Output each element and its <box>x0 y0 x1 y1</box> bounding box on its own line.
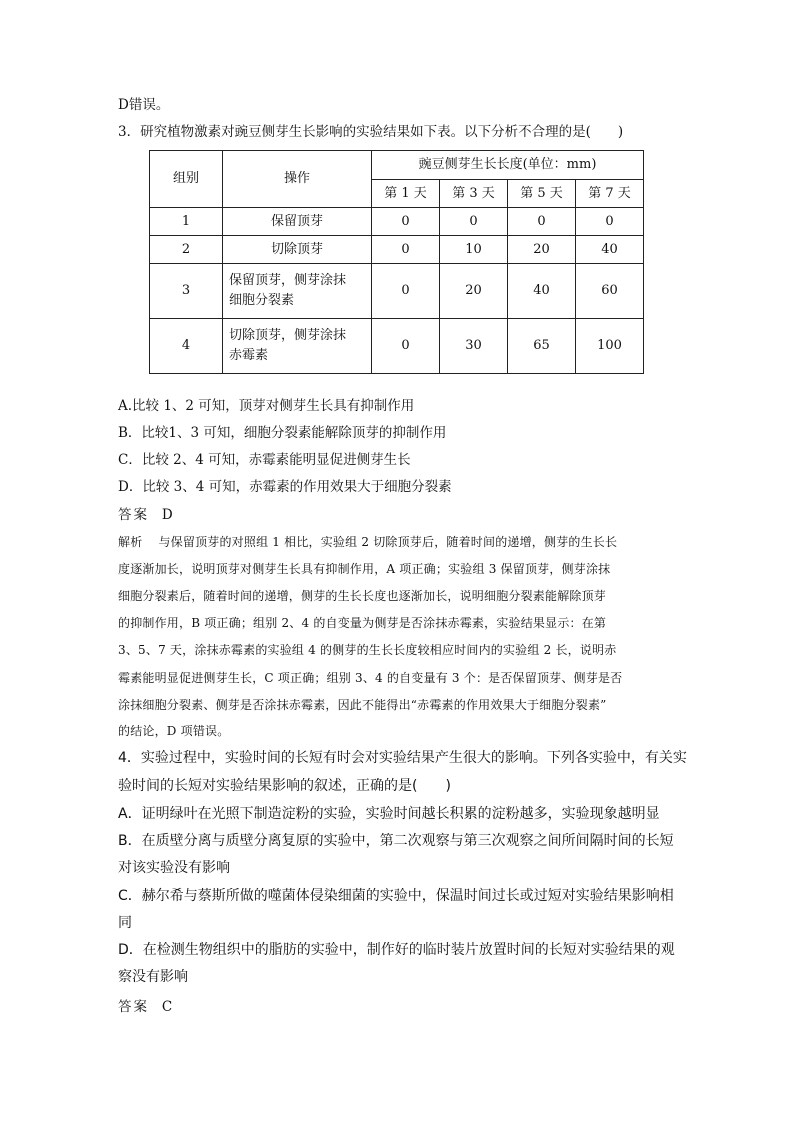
option-c: C．比较 2、4 可知，赤霉素能明显促进侧芽生长 <box>118 452 411 468</box>
cell-value: 30 <box>440 319 508 374</box>
q4-option-d: D．在检测生物组织中的脂肪的实验中，制作好的临时装片放置时间的长短对实验结果的观 <box>118 942 675 958</box>
question-3-stem: 3．研究植物激素对豌豆侧芽生长影响的实验结果如下表。以下分析不合理的是( ) <box>118 124 624 140</box>
header-length: 豌豆侧芽生长长度(单位：mm) <box>372 151 644 180</box>
table-row <box>150 208 644 236</box>
q4-option-d: 察没有影响 <box>118 969 188 985</box>
q4-option-b: B．在质壁分离与质壁分离复原的实验中，第二次观察与第三次观察之间所间隔时间的长短 <box>118 833 674 849</box>
cell-value: 40 <box>508 264 576 319</box>
cell-operation <box>223 264 372 319</box>
cell-group: 3 <box>150 264 223 319</box>
explanation-line: 涂抹细胞分裂素、侧芽是否涂抹赤霉素，因此不能得出“赤霉素的作用效果大于细胞分裂素” <box>118 698 607 712</box>
table-row <box>150 236 644 264</box>
q4-option-a: A．证明绿叶在光照下制造淀粉的实验，实验时间越长积累的淀粉越多，实验现象越明显 <box>118 806 660 822</box>
option-d: D．比较 3、4 可知，赤霉素的作用效果大于细胞分裂素 <box>118 479 452 495</box>
results-table <box>149 150 644 374</box>
answer-value: C <box>161 999 173 1015</box>
answer-value: D <box>161 507 173 523</box>
explanation-line <box>118 533 617 551</box>
answer-label: 答案 <box>118 999 149 1015</box>
cell-group: 4 <box>150 319 223 374</box>
header-day: 第 3 天 <box>440 180 508 208</box>
cell-value: 0 <box>440 208 508 236</box>
q4-option-c: C．赫尔希与蔡斯所做的噬菌体侵染细菌的实验中，保温时间过长或过短对实验结果影响相 <box>118 888 674 904</box>
header-operation: 操作 <box>223 151 372 208</box>
cell-value: 60 <box>576 264 644 319</box>
answer-label: 答案 <box>118 507 149 523</box>
explanation-line: 3、5、7 天，涂抹赤霉素的实验组 4 的侧芽的生长长度较相应时间内的实验组 2 长，说明赤 <box>118 643 617 657</box>
cell-value: 20 <box>508 236 576 264</box>
cell-operation: 保留顶芽 <box>223 208 372 236</box>
cell-operation: 切除顶芽 <box>223 236 372 264</box>
cell-value: 10 <box>440 236 508 264</box>
answer-row <box>118 506 173 524</box>
cell-value: 0 <box>372 264 440 319</box>
question-4-stem: 验时间的长短对实验结果影响的叙述，正确的是( ) <box>118 778 451 794</box>
cell-value: 20 <box>440 264 508 319</box>
cell-operation-line: 赤霉素 <box>229 348 269 363</box>
explanation-text: 与保留顶芽的对照组 1 相比，实验组 2 切除顶芽后，随着时间的递增，侧芽的生长长 <box>158 535 618 549</box>
header-day: 第 1 天 <box>372 180 440 208</box>
explanation-line: 度逐渐加长，说明顶芽对侧芽生长具有抑制作用，A 项正确；实验组 3 保留顶芽，侧芽涂抹 <box>118 562 611 576</box>
cell-value: 100 <box>576 319 644 374</box>
cell-value: 0 <box>372 208 440 236</box>
cell-value: 0 <box>508 208 576 236</box>
cell-value: 65 <box>508 319 576 374</box>
explanation-line: 霉素能明显促进侧芽生长，C 项正确；组别 3、4 的自变量有 3 个：是否保留顶芽、侧芽是否 <box>118 671 623 685</box>
explanation-line: 的抑制作用，B 项正确；组别 2、4 的自变量为侧芽是否涂抹赤霉素，实验结果显示：在第 <box>118 616 607 630</box>
header-day: 第 7 天 <box>576 180 644 208</box>
table-row <box>150 264 644 319</box>
explanation-line: 细胞分裂素后，随着时间的递增，侧芽的生长长度也逐渐加长，说明细胞分裂素能解除顶芽 <box>118 589 607 603</box>
option-a: A.比较 1、2 可知，顶芽对侧芽生长具有抑制作用 <box>118 398 415 414</box>
cell-operation-line: 细胞分裂素 <box>229 293 295 308</box>
header-group: 组别 <box>150 151 223 208</box>
question-4-stem: 4．实验过程中，实验时间的长短有时会对实验结果产生很大的影响。下列各实验中，有关实 <box>118 750 687 766</box>
q4-option-c: 同 <box>118 915 132 931</box>
q4-option-b: 对该实验没有影响 <box>118 860 230 876</box>
table-row <box>150 319 644 374</box>
cell-value: 0 <box>372 319 440 374</box>
header-day: 第 5 天 <box>508 180 576 208</box>
cell-value: 40 <box>576 236 644 264</box>
cell-operation-line: 切除顶芽，侧芽涂抹 <box>229 328 347 343</box>
previous-question-tail: D错误。 <box>118 97 170 113</box>
cell-value: 0 <box>372 236 440 264</box>
explanation-line: 的结论，D 项错误。 <box>118 724 230 738</box>
option-b: B．比较1、3 可知，细胞分裂素能解除顶芽的抑制作用 <box>118 425 447 441</box>
explanation-label: 解析 <box>118 535 143 549</box>
cell-operation <box>223 319 372 374</box>
answer-row <box>118 998 172 1016</box>
cell-group: 2 <box>150 236 223 264</box>
cell-group: 1 <box>150 208 223 236</box>
cell-value: 0 <box>576 208 644 236</box>
cell-operation-line: 保留顶芽，侧芽涂抹 <box>229 273 347 288</box>
